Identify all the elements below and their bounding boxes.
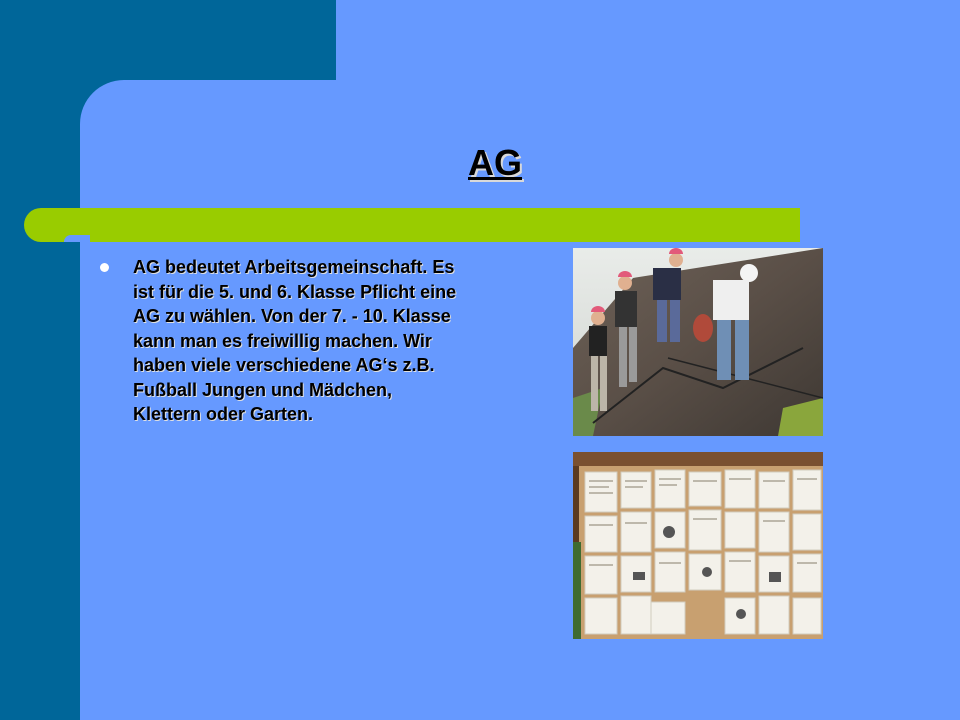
bullet-text: AG bedeutet Arbeitsgemeinschaft. Es ist für die 5. und 6. Klasse Pflicht eine AG zu wählen. Von der 7. - 10. Klasse kann man es freiwillig machen. Wir haben viele verschiedene AG‘s z.B. Fußball Jungen und Mädchen, Klettern oder Garten. [133, 257, 457, 424]
slide-panel-top [336, 0, 960, 80]
slide-title: AG [468, 142, 522, 183]
bullet-icon [100, 263, 109, 272]
climbing-photo [573, 248, 823, 436]
bulletin-board-photo [573, 452, 823, 639]
accent-bar [24, 208, 800, 242]
